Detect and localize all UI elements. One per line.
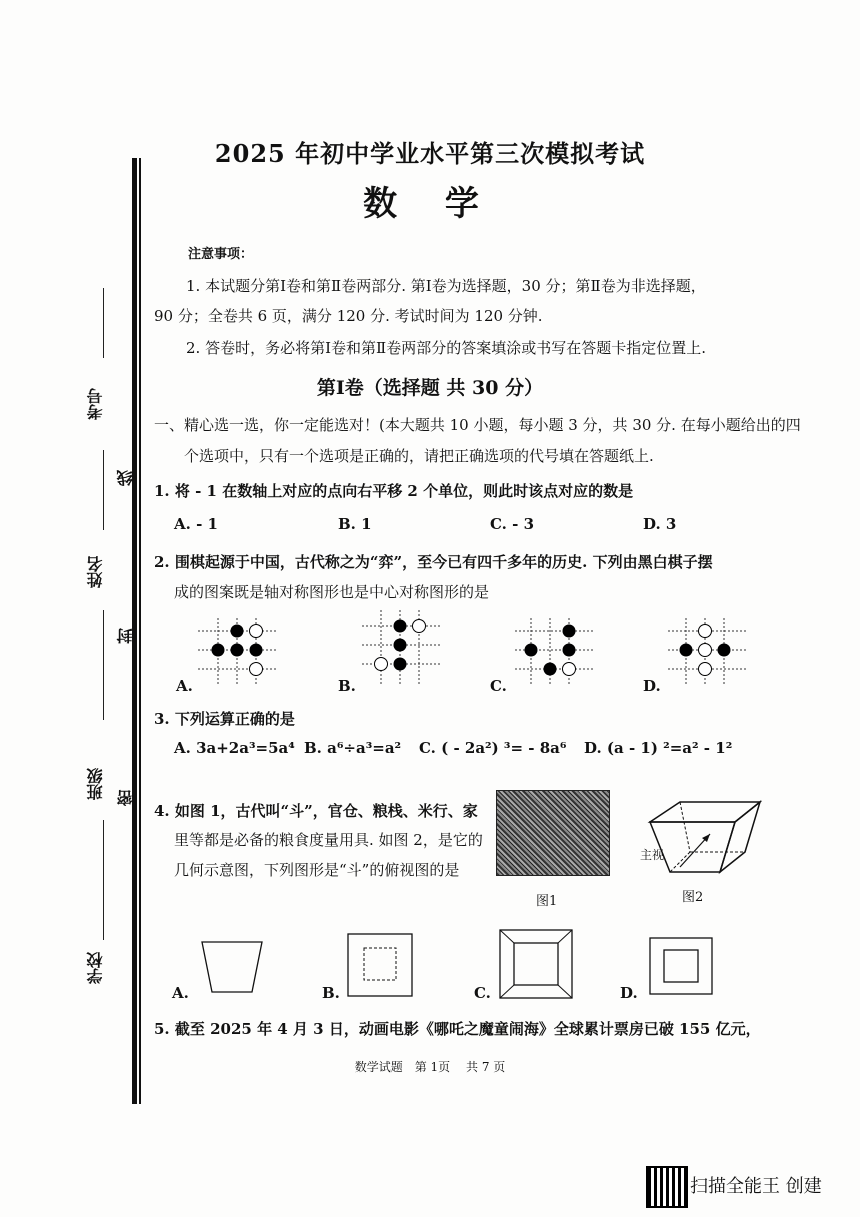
section-intro-line2: 个选项中，只有一个选项是正确的，请把正确选项的代号填在答题纸上. — [184, 447, 654, 465]
label-banji: 班级 — [86, 768, 105, 800]
q4-option-a-figure — [200, 940, 264, 994]
notice-item1-line2: 90 分；全卷共 6 页，满分 120 分. 考试时间为 120 分钟. — [154, 307, 543, 325]
q4-fig2-caption: 图2 — [682, 890, 704, 905]
q1-option-b: B. 1 — [338, 515, 372, 533]
notice-item2: 2. 答卷时，务必将第Ⅰ卷和第Ⅱ卷两部分的答案填涂或书写在答题卡指定位置上. — [186, 339, 706, 357]
label-xingming: 姓名 — [86, 556, 105, 588]
q3-stem: 3. 下列运算正确的是 — [154, 710, 295, 728]
q2-label-a: A. — [176, 677, 193, 695]
q4-fig1-caption: 图1 — [536, 894, 558, 909]
q2-stem-line1: 2. 围棋起源于中国，古代称之为“弈”，至今已有四千多年的历史. 下列由黑白棋子摆 — [154, 553, 713, 571]
margin-fill-line-3 — [103, 610, 104, 720]
q2-label-b: B. — [338, 677, 356, 695]
section-title: 第Ⅰ卷（选择题 共 30 分） — [316, 377, 544, 399]
q3-option-b: B. a⁶÷a³=a² — [304, 739, 402, 757]
q2-figure-d — [668, 618, 748, 688]
exam-title: 2025 年初中学业水平第三次模拟考试 — [214, 139, 646, 168]
margin-fill-line-2 — [103, 450, 104, 530]
q2-label-c: C. — [490, 677, 507, 695]
q2-figure-b — [362, 610, 442, 690]
margin-rule-thin — [139, 158, 141, 1104]
label-xian: 线 — [116, 470, 135, 486]
subject-title: 数 学 — [363, 184, 497, 224]
q2-figure-a — [198, 618, 278, 688]
q4-label-c: C. — [474, 984, 491, 1002]
q1-option-c: C. - 3 — [490, 515, 535, 533]
q5-stem: 5. 截至 2025 年 4 月 3 日，动画电影《哪吒之魔童闹海》全球累计票房已破 155 亿元， — [154, 1020, 761, 1038]
q4-stem-line2: 里等都是必备的粮食度量用具. 如图 2，是它的 — [174, 831, 483, 849]
margin-fill-line-4 — [103, 820, 104, 940]
notice-heading: 注意事项： — [188, 247, 254, 262]
label-xuexiao: 学校 — [86, 952, 105, 984]
label-feng: 封 — [116, 628, 135, 644]
q4-option-c-figure — [498, 928, 574, 1000]
q4-label-b: B. — [322, 984, 340, 1002]
q3-option-c: C. ( - 2a²) ³= - 8a⁶ — [419, 739, 567, 757]
q4-label-a: A. — [172, 984, 189, 1002]
q1-option-d: D. 3 — [643, 515, 677, 533]
page-footer: 数学试题 第 1页 共 7 页 — [354, 1060, 506, 1074]
margin-fill-line-1 — [103, 288, 104, 358]
qr-code-icon — [646, 1166, 688, 1208]
q4-dou-diagram — [640, 792, 770, 892]
q1-stem: 1. 将 - 1 在数轴上对应的点向右平移 2 个单位，则此时该点对应的数是 — [154, 482, 634, 500]
q4-stem-line1: 4. 如图 1，古代叫“斗”，官仓、粮栈、米行、家 — [154, 802, 478, 820]
q4-stem-line3: 几何示意图，下列图形是“斗”的俯视图的是 — [174, 861, 460, 879]
q2-stem-line2: 成的图案既是轴对称图形也是中心对称图形的是 — [174, 583, 490, 601]
q4-option-b-figure — [346, 932, 414, 998]
q2-figure-c — [515, 618, 595, 688]
q3-option-d: D. (a - 1) ²=a² - 1² — [584, 739, 733, 757]
label-kaohao: 考号 — [86, 388, 105, 420]
q4-option-d-figure — [648, 936, 714, 996]
q2-label-d: D. — [643, 677, 661, 695]
scanner-watermark: 扫描全能王 创建 — [690, 1176, 822, 1197]
q3-option-a: A. 3a+2a³=5a⁴ — [174, 739, 295, 757]
notice-item1-line1: 1. 本试题分第Ⅰ卷和第Ⅱ卷两部分. 第Ⅰ卷为选择题，30 分；第Ⅱ卷为非选择题， — [186, 277, 706, 295]
q4-view-label: 主视 — [640, 848, 665, 862]
label-mi: 密 — [116, 790, 135, 806]
q1-option-a: A. - 1 — [174, 515, 218, 533]
q4-label-d: D. — [620, 984, 638, 1002]
section-intro-line1: 一、精心选一选，你一定能选对！(本大题共 10 小题，每小题 3 分，共 30 分. 在每小题给出的四 — [154, 416, 801, 434]
q4-photo-dou — [496, 790, 610, 876]
